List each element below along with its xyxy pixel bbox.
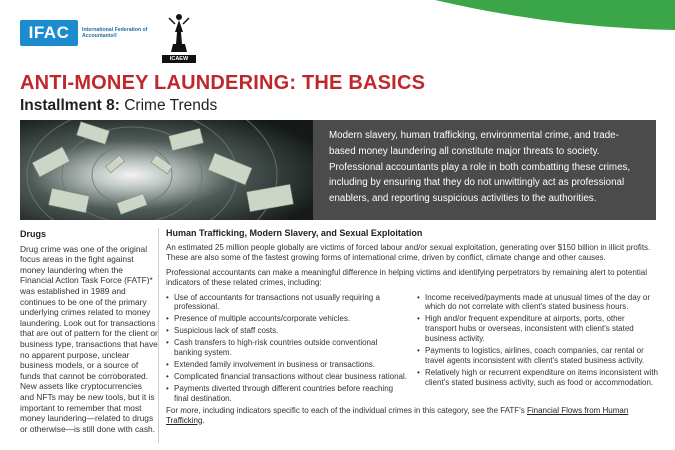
list-item: • High and/or frequent expenditure at airports, ports, other transport hubs or overseas, inconsistent with client's stated business activity. (417, 314, 658, 344)
icaew-figure-icon (164, 10, 194, 56)
trafficking-intro: An estimated 25 million people globally are victims of forced labour and/or sexual exploitation, generating over $150 billion in illicit profits. These are also some of the fastest growing forms of international crime, driven by conflict, climate change and other causes. (166, 242, 651, 262)
indicator-columns (166, 293, 658, 406)
indicators-right-list (417, 293, 658, 406)
trafficking-section (166, 229, 658, 430)
list-item: • Relatively high or recurrent expenditure on items inconsistent with client's stated business activity, such as food or accommodation. (417, 368, 658, 388)
list-item: • Presence of multiple accounts/corporate vehicles. (166, 314, 407, 324)
more-info-period: . (202, 415, 205, 425)
list-item: • Income received/payments made at unusual times of the day or which do not correlate with client's stated business hours. (417, 293, 658, 313)
ifac-logo (20, 20, 152, 46)
trafficking-role: Professional accountants can make a meaningful difference in helping victims and identifying perpetrators by remaining alert to potential indicators of these related crimes, including: (166, 267, 648, 287)
drugs-section (20, 229, 158, 434)
installment-topic: Crime Trends (119, 97, 218, 114)
intro-banner: Modern slavery, human trafficking, environmental crime, and trade-based money laundering all constitute major threats to society. Professional accountants play a role in both combatting these crimes, including by ensuring that they do not unwittingly act as professional enablers, and reporting suspicious activities to the authorities. (313, 120, 656, 220)
green-swoosh-decoration (375, 0, 675, 30)
list-item: • Cash transfers to high-risk countries outside conventional banking system. (166, 338, 407, 358)
list-item: • Extended family involvement in business or transactions. (166, 360, 407, 370)
page-subtitle (20, 97, 217, 115)
list-item: • Use of accountants for transactions not usually requiring a professional. (166, 293, 407, 313)
list-item: • Payments diverted through different countries before reaching final destination. (166, 384, 407, 404)
trafficking-heading: Human Trafficking, Modern Slavery, and Sexual Exploitation (166, 228, 423, 238)
fatf-report-link[interactable]: Financial Flows from Human Trafficking (166, 405, 629, 425)
list-item: • Payments to logistics, airlines, coach companies, car rental or travel agents inconsistent with client's stated business activity. (417, 346, 658, 366)
drugs-body: Drug crime was one of the original focus areas in the fight against money laundering when the Financial Action Task Force (FATF)* was established in 1989 and continues to be one of the primary underlying crimes related to money laundering. Look out for transactions that are out of pattern for the client or business type, transactions that have no apparent purpose, unclear business models, or a source of funds that cannot be corroborated. New assets like cryptocurrencies and NFTs may be new tools, but it is important to remember that most money laundering—related to drugs or otherwise—is still done with cash. (20, 243, 158, 434)
ifac-name: International Federation of Accountants® (82, 26, 148, 39)
list-item: • Complicated financial transactions without clear business rational. (166, 372, 407, 382)
more-info-text: For more, including indicators specific to each of the individual crimes in this category, see the FATF's (166, 405, 527, 415)
ifac-badge: IFAC (20, 20, 78, 46)
page-title: ANTI-MONEY LAUNDERING: THE BASICS (20, 72, 426, 94)
column-divider (158, 228, 159, 443)
installment-number: Installment 8: (20, 97, 120, 114)
icaew-label: ICAEW (162, 55, 196, 63)
more-info-paragraph (166, 406, 658, 426)
drugs-heading: Drugs (20, 229, 47, 239)
money-tunnel-image (20, 120, 313, 220)
list-item: • Suspicious lack of staff costs. (166, 326, 407, 336)
indicators-left-list (166, 293, 407, 406)
